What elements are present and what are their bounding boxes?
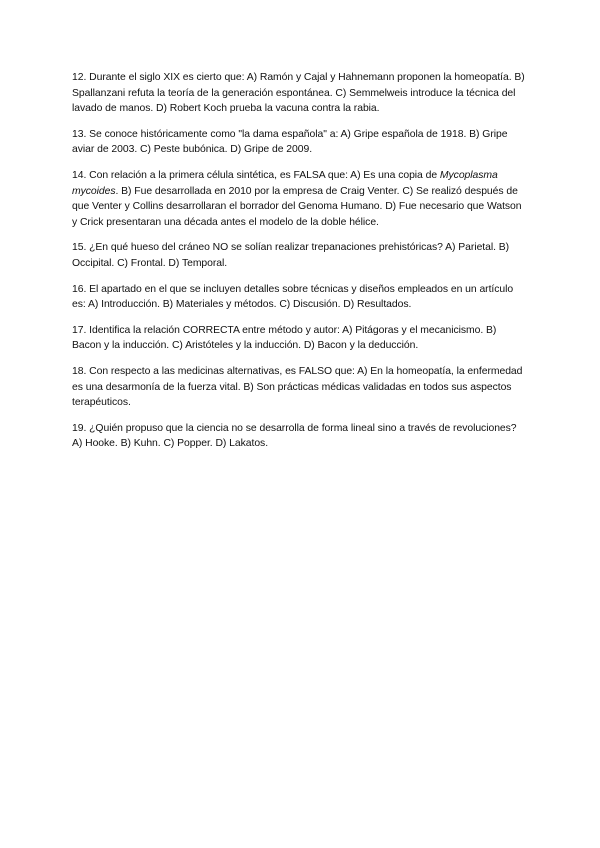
question-16-text: 16. El apartado en el que se incluyen detalles sobre técnicas y diseños empleados en un artículo es: A) Introducción. B) Materiales y métodos. C) Discusión. D) Resultados. — [72, 283, 514, 311]
question-13-text: 13. Se conoce históricamente como "la dama española" a: A) Gripe española de 1918. B) Gripe aviar de 2003. C) Peste bubónica. D) Gripe de 2009. — [72, 128, 508, 156]
question-15-text: 15. ¿En qué hueso del cráneo NO se solían realizar trepanaciones prehistóricas? A) Parietal. B) Occipital. C) Frontal. D) Temporal. — [72, 242, 510, 269]
question-14-text-before: 14. Con relación a la primera célula sintética, es FALSA que: A) Es una copia de — [72, 169, 440, 181]
question-12-text: 12. Durante el siglo XIX es cierto que: A) Ramón y Cajal y Hahnemann proponen la homeopatía. B) Spallanzani refuta la teoría de la generación espontánea. C) Semmelweis introduce la técnica del lavado de manos. D) Robert Koch prueba la vacuna contra la rabia. — [72, 72, 525, 115]
question-18 — [72, 364, 528, 411]
question-19-text: 19. ¿Quién propuso que la ciencia no se desarrolla de forma lineal sino a través de revoluciones? A) Hooke. B) Kuhn. C) Popper. D) Lakatos. — [72, 422, 517, 450]
question-13 — [72, 127, 528, 158]
question-15 — [72, 240, 528, 271]
question-17 — [72, 323, 528, 354]
question-18-text: 18. Con respecto a las medicinas alternativas, es FALSO que: A) En la homeopatía, la enfermedad es una desarmonía de la fuerza vital. B) Son prácticas médicas validadas en todos sus aspectos terapéuticos. — [72, 365, 523, 409]
question-12 — [72, 70, 528, 117]
question-14-species-name: Mycoplasma mycoides — [72, 169, 498, 197]
question-14-text-after: . B) Fue desarrollada en 2010 por la empresa de Craig Venter. C) Se realizó después de que Venter y Collins desarrollaran el borrador del Genoma Humano. D) Fue necesario que Watson y Crick presentaran una década antes el modelo de la doble hélice. — [72, 185, 522, 228]
question-16 — [72, 282, 528, 313]
question-17-text: 17. Identifica la relación CORRECTA entre método y autor: A) Pitágoras y el mecanicismo. B) Bacon y la inducción. C) Aristóteles y la inducción. D) Bacon y la deducción. — [72, 324, 497, 352]
question-19 — [72, 421, 528, 452]
question-list — [72, 70, 528, 462]
question-14 — [72, 168, 528, 230]
